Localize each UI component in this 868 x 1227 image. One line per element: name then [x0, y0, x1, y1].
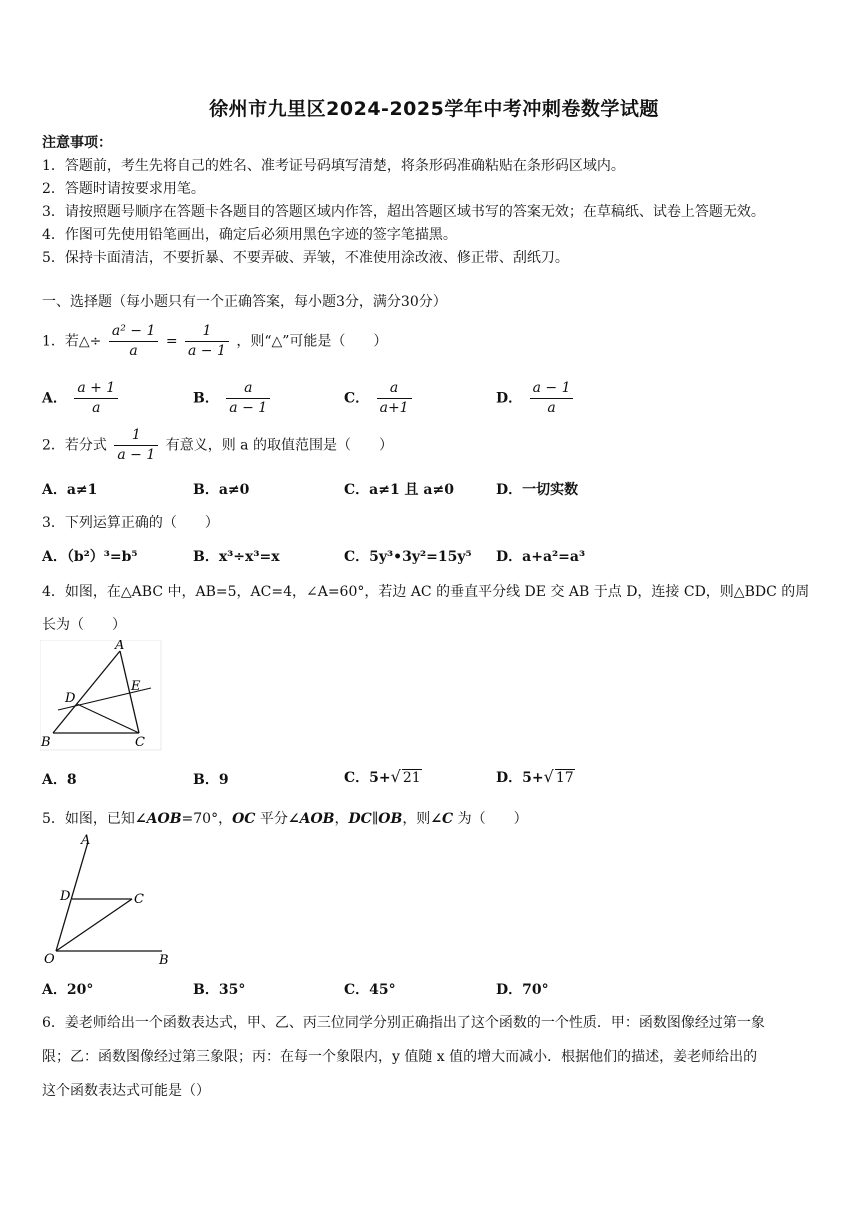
- q5-text: ∥: [371, 811, 379, 827]
- label-b: B: [41, 735, 51, 750]
- option-label: C．: [344, 390, 370, 407]
- q1-fraction-2: [185, 322, 229, 361]
- q3-option-c[interactable]: C．5y³•3y²=15y⁵: [344, 549, 472, 565]
- radicand: 17: [555, 770, 574, 786]
- q4-option-c[interactable]: [344, 767, 422, 787]
- q1-equals: =: [165, 333, 178, 350]
- radical-sign: √: [543, 767, 554, 786]
- q2-option-a[interactable]: A．a≠1: [42, 482, 98, 498]
- radicand: 21: [402, 770, 421, 786]
- label-d: D: [65, 691, 76, 706]
- q2-option-b[interactable]: B．a≠0: [193, 482, 250, 498]
- question-6-line-3: 这个函数表达式可能是（）: [42, 1083, 210, 1099]
- label-c: C: [134, 892, 144, 907]
- q5-math: OC: [232, 811, 256, 827]
- question-1-stem: [42, 322, 387, 361]
- q5-text: =70°，: [181, 811, 233, 827]
- notice-item-5: 5．保持卡面清洁，不要折暴、不要弄破、弄皱，不准使用涂改液、修正带、刮纸刀。: [42, 250, 569, 266]
- option-numerator: a + 1: [74, 379, 118, 399]
- q2-suffix: 有意义，则 a 的取值范围是（ ）: [165, 437, 393, 454]
- question-6-line-2: 限；乙：函数图像经过第三象限；丙：在每一个象限内，y 值随 x 值的增大而减小．根据他们的描述，姜老师给出的: [42, 1049, 758, 1065]
- q5-angle-figure: [40, 832, 180, 970]
- label-a: A: [81, 833, 91, 848]
- q3-option-d[interactable]: D．a+a²=a³: [496, 549, 586, 565]
- option-numerator: a: [377, 379, 412, 399]
- question-4-stem-line-1: 4．如图，在△ABC 中，AB=5，AC=4，∠A=60°，若边 AC 的垂直平分线 DE 交 AB 于点 D，连接 CD，则△BDC 的周: [42, 584, 810, 600]
- q5-math: ∠AOB: [287, 811, 335, 827]
- option-denominator: a: [547, 400, 556, 416]
- q2-numerator: 1: [114, 426, 158, 446]
- q5-text: 平分: [255, 811, 288, 827]
- q5-option-d[interactable]: D．70°: [496, 982, 549, 998]
- label-b: B: [159, 953, 169, 968]
- q5-option-a[interactable]: A．20°: [42, 982, 94, 998]
- q5-text: ，: [334, 811, 349, 827]
- label-o: O: [44, 952, 55, 967]
- label-a: A: [115, 640, 125, 653]
- label-d: D: [60, 889, 71, 904]
- q1-fraction-1: [109, 322, 159, 361]
- q5-math: ∠AOB: [134, 811, 182, 827]
- radical-sign: √: [390, 767, 401, 786]
- option-label: B．: [193, 390, 219, 407]
- q4-triangle-figure: [40, 640, 165, 752]
- q5-text: 为（ ）: [453, 811, 528, 827]
- question-4-stem-line-2: 长为（ ）: [42, 617, 126, 633]
- notice-item-3: 3．请按照题号顺序在答题卡各题目的答题区域内作答，超出答题区域书写的答案无效；在草稿纸、试卷上答题无效。: [42, 204, 765, 220]
- q5-option-c[interactable]: C．45°: [344, 982, 396, 998]
- option-text: C．5+: [344, 770, 391, 786]
- q5-text: ，则: [402, 811, 431, 827]
- notice-item-1: 1．答题前，考生先将自己的姓名、准考证号码填写清楚，将条形码准确粘贴在条形码区域内。: [42, 158, 625, 174]
- option-label: A．: [42, 390, 67, 407]
- bisector-oc: [56, 899, 132, 951]
- notice-item-4: 4．作图可先使用铅笔画出，确定后必须用黑色字迹的签字笔描黑。: [42, 227, 457, 243]
- question-6-line-1: 6．姜老师给出一个函数表达式，甲、乙、丙三位同学分别正确指出了这个函数的一个性质．甲：函数图像经过第一象: [42, 1015, 765, 1031]
- question-2-stem: [42, 426, 393, 465]
- label-e: E: [131, 679, 141, 694]
- q3-option-b[interactable]: B．x³÷x³=x: [193, 549, 280, 565]
- question-5-stem: [42, 808, 528, 828]
- q1-option-b[interactable]: [193, 379, 273, 418]
- q2-denominator: a − 1: [117, 447, 156, 463]
- q1-f2-numerator: 1: [185, 322, 229, 342]
- q2-option-c[interactable]: C．a≠1 且 a≠0: [344, 482, 454, 498]
- q4-option-d[interactable]: [496, 767, 575, 787]
- q5-math: ∠C: [430, 811, 454, 827]
- q1-option-a[interactable]: [42, 379, 121, 418]
- q4-option-b[interactable]: B．9: [193, 772, 229, 788]
- q5-math: DC: [348, 811, 372, 827]
- label-c: C: [135, 735, 145, 750]
- option-numerator: a − 1: [530, 379, 574, 399]
- q5-math: OB: [378, 811, 403, 827]
- q2-prefix: 2．若分式: [42, 437, 107, 454]
- question-3-stem: 3．下列运算正确的（ ）: [42, 515, 219, 531]
- option-text: D．5+: [496, 770, 544, 786]
- q1-option-d[interactable]: [496, 379, 576, 418]
- q1-option-c[interactable]: [344, 379, 415, 418]
- option-numerator: a: [226, 379, 270, 399]
- section-heading: 一、选择题（每小题只有一个正确答案，每小题3分，满分30分）: [42, 294, 447, 310]
- q3-option-a[interactable]: A．（b²）³=b⁵: [42, 549, 138, 565]
- option-label: D．: [496, 390, 523, 407]
- option-denominator: a+1: [379, 400, 409, 416]
- q1-prefix: 1．若△÷: [42, 333, 102, 350]
- q5-text: 5．如图，已知: [42, 811, 135, 827]
- option-denominator: a: [92, 400, 101, 416]
- notice-item-2: 2．答题时请按要求用笔。: [42, 181, 205, 197]
- q4-option-a[interactable]: A．8: [42, 772, 77, 788]
- q1-f1-denominator: a: [129, 343, 138, 359]
- q1-f1-numerator: a² − 1: [109, 322, 159, 342]
- page-title: 徐州市九里区2024-2025学年中考冲刺卷数学试题: [209, 98, 659, 120]
- q5-option-b[interactable]: B．35°: [193, 982, 246, 998]
- q1-f2-denominator: a − 1: [188, 343, 226, 359]
- option-denominator: a − 1: [229, 400, 268, 416]
- q2-fraction: [114, 426, 158, 465]
- notice-heading: 注意事项：: [42, 135, 112, 151]
- q1-suffix: ，则“△”可能是（ ）: [236, 333, 388, 350]
- q2-option-d[interactable]: D．一切实数: [496, 482, 579, 498]
